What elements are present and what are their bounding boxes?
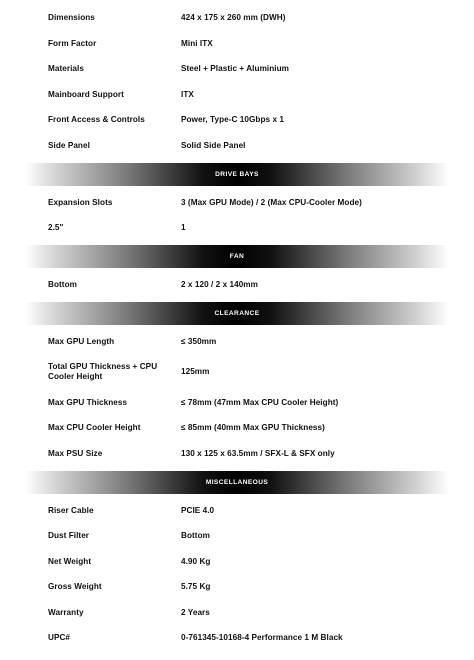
spec-row-max-cpu-cooler-height [0, 415, 474, 440]
spec-value: 424 x 175 x 260 mm (DWH) [181, 12, 286, 22]
spec-row-dust-filter [0, 523, 474, 548]
spec-value: 0-761345-10168-4 Performance 1 M Black [181, 632, 343, 642]
spec-label: Bottom [48, 279, 77, 289]
spec-row-net-weight [0, 549, 474, 574]
spec-label: Materials [48, 63, 84, 73]
spec-label: 2.5" [48, 222, 64, 232]
spec-value: 4.90 Kg [181, 556, 211, 566]
spec-row-riser-cable [0, 498, 474, 523]
spec-row-max-psu-size [0, 441, 474, 466]
spec-label: Warranty [48, 607, 84, 617]
spec-row-warranty [0, 600, 474, 625]
spec-label: Side Panel [48, 140, 90, 150]
spec-label: UPC# [48, 632, 71, 642]
spec-row-expansion-slots [0, 190, 474, 215]
spec-value: 125mm [181, 367, 210, 376]
spec-row-side-panel [0, 133, 474, 158]
spec-label: Gross Weight [48, 581, 102, 591]
spec-value: Steel + Plastic + Aluminium [181, 63, 289, 73]
spec-row-2-5-inch [0, 215, 474, 240]
spec-value: 130 x 125 x 63.5mm / SFX-L & SFX only [181, 448, 335, 458]
spec-row-max-gpu-thickness [0, 390, 474, 415]
section-title: FAN [229, 253, 245, 260]
spec-value: PCIE 4.0 [181, 505, 215, 515]
spec-label: Total GPU Thickness + CPU Cooler Height [48, 362, 158, 381]
spec-value: Bottom [181, 530, 210, 540]
spec-row-dimensions [0, 5, 474, 30]
spec-row-gross-weight [0, 574, 474, 599]
spec-label: Riser Cable [48, 505, 94, 515]
spec-row-bottom-fan [0, 272, 474, 297]
spec-value: Solid Side Panel [181, 140, 246, 150]
spec-value: ≤ 350mm [181, 336, 217, 346]
spec-label: Dust Filter [48, 530, 90, 540]
spec-row-mainboard-support [0, 82, 474, 107]
section-title: CLEARANCE [214, 310, 260, 317]
spec-label: Max GPU Thickness [48, 397, 128, 407]
section-title: DRIVE BAYS [215, 171, 259, 178]
spec-label: Form Factor [48, 38, 97, 48]
spec-row-total-gpu-thickness [0, 356, 474, 388]
section-header-fan [25, 245, 449, 268]
spec-row-front-access [0, 107, 474, 132]
spec-label: Max GPU Length [48, 336, 115, 346]
spec-value: Mini ITX [181, 38, 213, 48]
spec-row-materials [0, 56, 474, 81]
section-header-drive-bays [25, 163, 449, 186]
spec-label: Expansion Slots [48, 197, 113, 207]
section-header-miscellaneous [25, 471, 449, 494]
spec-value: ITX [181, 89, 194, 99]
spec-label: Dimensions [48, 12, 95, 22]
spec-label: Net Weight [48, 556, 92, 566]
spec-value: 2 x 120 / 2 x 140mm [181, 279, 258, 289]
spec-value: 1 [181, 222, 186, 232]
spec-value: ≤ 85mm (40mm Max GPU Thickness) [181, 422, 325, 432]
spec-value: ≤ 78mm (47mm Max CPU Cooler Height) [181, 397, 339, 407]
spec-label: Mainboard Support [48, 89, 124, 99]
section-header-clearance [25, 302, 449, 325]
spec-row-max-gpu-length [0, 329, 474, 354]
spec-row-form-factor [0, 31, 474, 56]
spec-row-upc [0, 625, 474, 650]
spec-label: Max CPU Cooler Height [48, 422, 141, 432]
spec-label: Front Access & Controls [48, 114, 145, 124]
spec-label: Max PSU Size [48, 448, 103, 458]
spec-value: 5.75 Kg [181, 581, 211, 591]
spec-value: 2 Years [181, 607, 210, 617]
section-title: MISCELLANEOUS [205, 479, 269, 486]
spec-value: Power, Type-C 10Gbps x 1 [181, 114, 284, 124]
spec-value: 3 (Max GPU Mode) / 2 (Max CPU-Cooler Mode) [181, 197, 362, 207]
